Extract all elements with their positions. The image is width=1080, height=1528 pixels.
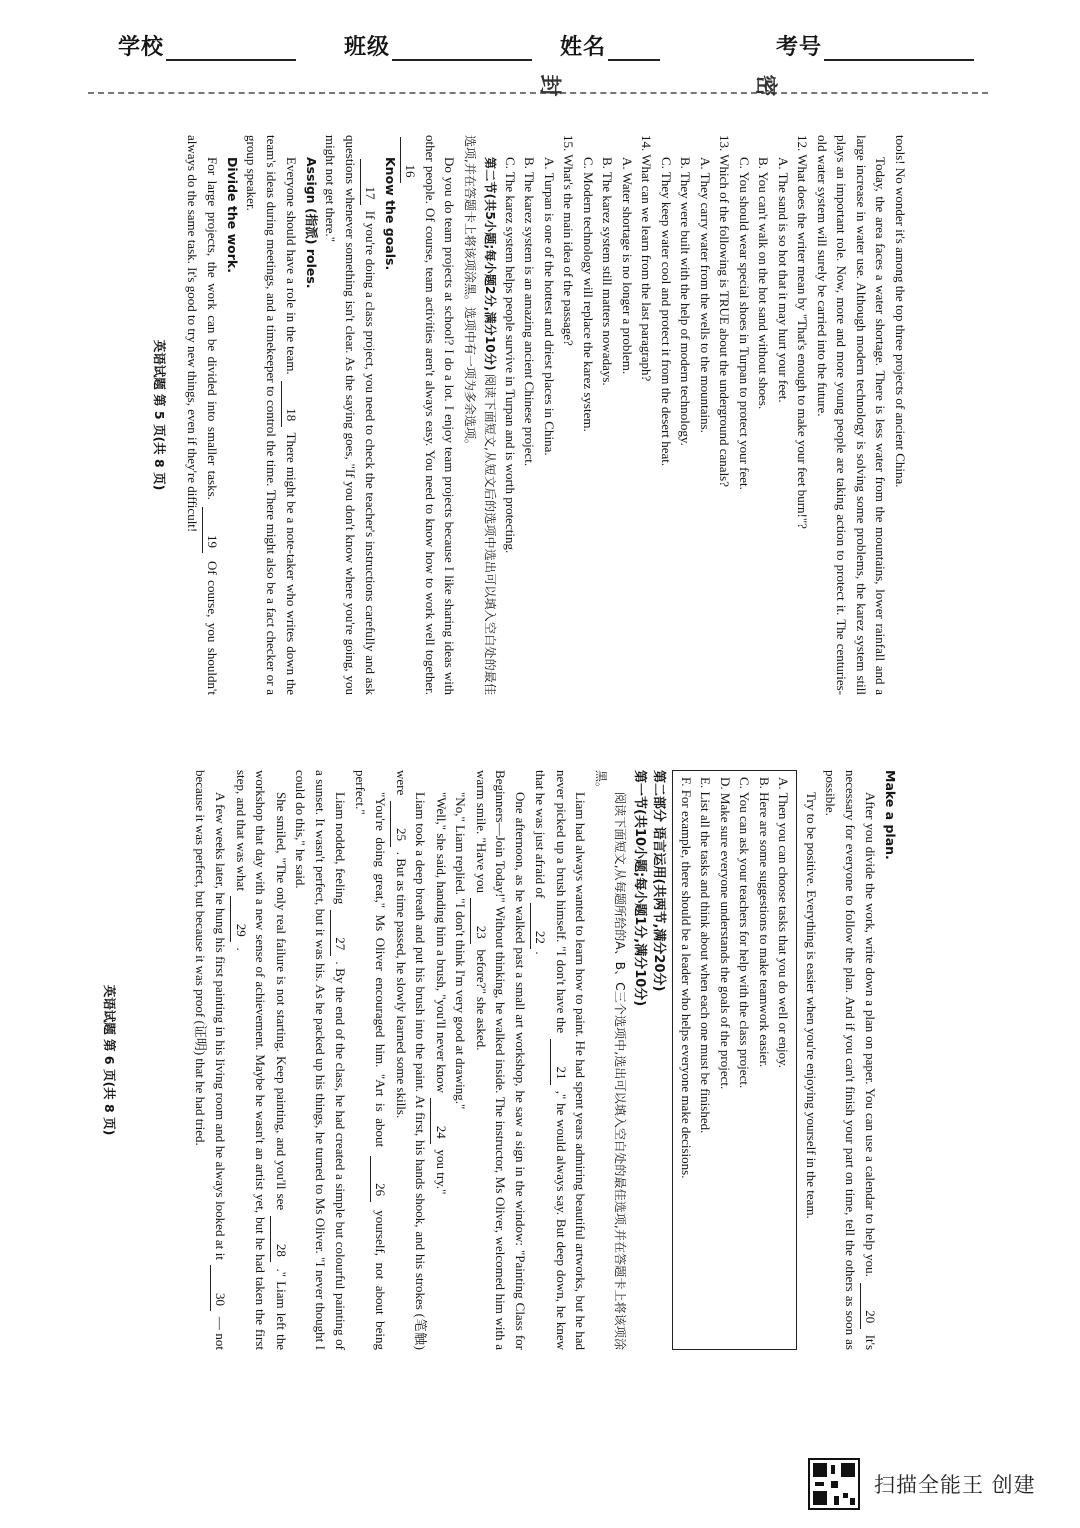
exam-no-label: 考号 bbox=[776, 35, 823, 60]
plan-text-a: After you divide the work, write down a plan on paper. You can use a calendar to help you. bbox=[863, 792, 879, 1277]
box-option-a: A. Then you can choose tasks that you do well or enjoy. bbox=[776, 777, 792, 1068]
story-p6-b: yourself, not about being perfect." bbox=[353, 770, 389, 1351]
box-option-f: F. For example, there should be a leader who helps everyone make decisions. bbox=[679, 777, 694, 1179]
q14-option-b: B. The karez system still matters nowadays. bbox=[600, 157, 616, 386]
box-option-d: D. Make sure everyone understands the goals of the project. bbox=[718, 777, 733, 1090]
blank-29: 29 bbox=[231, 896, 252, 942]
blank-24: 24 bbox=[431, 1098, 452, 1144]
subheading-roles: Assign (指派) roles. bbox=[304, 157, 319, 289]
section-1-title: 第一节(共10小题;每小题1分,满分10分) bbox=[632, 770, 647, 1007]
divide-text-a: For large projects, the work can be divided into smaller tasks. bbox=[205, 157, 221, 500]
passage-end: tools! No wonder it's among the top three projects of ancient China. bbox=[893, 135, 908, 488]
class-line bbox=[392, 37, 532, 61]
q13-option-b: B. They were built with the help of modern technology. bbox=[678, 157, 694, 446]
team-intro: Do you do team projects at school? I do a lot. I enjoy team projects because I like sharing ideas with other people. Of course, team activities aren't always easy. You need to know how to work well together. bbox=[423, 135, 458, 695]
blank-17: 17 bbox=[360, 159, 381, 205]
story-p2-b: before?" she asked. bbox=[474, 949, 489, 1051]
subheading-plan: Make a plan. bbox=[883, 770, 898, 860]
question-15: 15. What's the main idea of the passage? bbox=[561, 135, 577, 346]
q15-option-c: C. The karez system helps people survive in Turpan and is worth protecting. bbox=[503, 157, 518, 554]
seal-char-right: 密 bbox=[752, 74, 778, 97]
exam-no-line bbox=[824, 37, 974, 61]
roles-text-a: Everyone should have a role in the team. bbox=[284, 157, 300, 375]
box-option-b: B. Here are some suggestions to make teamwork easier. bbox=[757, 777, 772, 1068]
story-p5-a: Liam took a deep breath and put his brush into the paint. At first, his hands shook, and his strokes (笔触) were bbox=[394, 770, 429, 1350]
blank-26: 26 bbox=[370, 1156, 391, 1202]
class-label: 班级 bbox=[344, 35, 391, 60]
q13-option-c: C. They keep water cool and protect it from the desert heat. bbox=[659, 157, 674, 467]
q15-option-a: A. Turpan is one of the hottest and driest places in China. bbox=[542, 157, 557, 456]
story-p3: "No," Liam replied. "I don't think I'm very good at drawing." bbox=[453, 792, 469, 1110]
story-p7-a: Liam nodded, feeling bbox=[333, 792, 349, 905]
passage-last-paragraph: Today, the area faces a water shortage. There is less water from the mountains, lower rainfall and a large increase in water use. Although modern technology is solving some problems, the karez system still plays an important role. Now, more and more young people are taking action to protect it. The centuries-old water system will surely be carried into the future. bbox=[815, 135, 889, 695]
section-2-instructions: 阅读下面短文,从短文后的选项中选出可以填入空白处的最佳选项,并在答题卡上将该项涂黑。选项中有一项为多余选项。 bbox=[463, 135, 498, 695]
blank-23: 23 bbox=[471, 898, 492, 944]
part-2-title: 第二部分 语言运用(共两节,满分20分) bbox=[651, 770, 667, 992]
page-6-footer: 英语试题 第 6 页(共 8 页) bbox=[102, 984, 118, 1136]
divide-text-b: Of course, you shouldn't always do the same task. It's good to try new things, even if they're difficult! bbox=[185, 135, 221, 695]
blank-18: 18 bbox=[281, 381, 302, 427]
box-option-e: E. List all the tasks and think about when each one must be finished. bbox=[698, 777, 714, 1134]
box-option-c: C. You can ask your teachers for help with the class project. bbox=[737, 777, 753, 1089]
name-field bbox=[560, 30, 660, 61]
blank-22: 22 bbox=[530, 903, 551, 949]
seal-char-left: 封 bbox=[536, 74, 562, 97]
section-2-title: 第二节(共5小题;每小题2分,满分10分) bbox=[483, 157, 498, 371]
blank-20: 20 bbox=[860, 1283, 881, 1329]
blank-25: 25 bbox=[391, 801, 412, 847]
question-13: 13. Which of the following is TRUE about the underground canals? bbox=[717, 135, 733, 488]
exam-page-6: Make a plan. After you divide the work, write down a plan on paper. You can use a calendar to help you. 20 It's necessary for everyone to follow the plan. And if you can't finish your part on time, tell the others as soon as possible. Try to be positive. Everything is easier when you're enjoying yourself in the team. A. Then you can choose tasks that you do well or enjoy. B. Here are some suggestions to make teamwork easier. C. You can ask your teachers for help with the class project. D. Make sure everyone understands the goals of the project. E. List all the tasks and think about when each one must be finished. F. For example, there should be a leader who helps everyone make decisions. 第二部分 语言运用(共两节,满分20分) 第一节(共10小题;每小题1分,满分10分) 阅读下面短文,从每题所给的A、B、C三个选项中,选出可以填入空白处的最佳选项,并在答题卡上将该项涂黑。 Liam had always wanted to learn how to paint. He had spent years admiring beautiful artworks, but he had never picked up a brush himself. "I don't have the 21 ," he would always say. But deep down, he knew that he was just afraid of 22. One afternoon, as he walked past a small art workshop, he saw a sign in the window: "Painting Class for Beginners—Join Today!" Without thinking, he walked inside. The instructor, Ms Oliver, welcomed him with a warm smile. "Have you 23 before?" she asked. "No," Liam replied. "I don't think I'm very good at drawing." "Well," she said, handing him a brush, "you'll never know 24 you try." Liam took a deep breath and put his brush into the paint. At first, his hands shook, and his strokes (笔触) were 25 . But as time passed, he slowly learned some skills. "You're doing great," Ms Oliver encouraged him. "Art is about 26 yourself, not about being perfect." Liam nodded, feeling 27 . By the end of the class, he had created a simple but colourful painting of a sunset. It wasn't perfect, but it was his. As he packed up his things, he turned to Ms Oliver. "I never thought I could do this," he said. She smiled, "The only real failure is not starting. Keep painting, and you'll see 28 ." Liam left the workshop that day with a new sense of achievement. Maybe he wasn't an artist yet, but he had taken the first step, and that was what 29 . A few weeks later, he hung his first painting in his living room and he always looked at it 30 — not because it was perfect, but because it was proof (证明) that he had tried. 英语试题 第 6 页(共 8 页) bbox=[100, 770, 900, 1350]
story-p4-a: "Well," she said, handing him a brush, "you'll never know bbox=[434, 792, 449, 1093]
story-p8-a: She smiled, "The only real failure is not starting. Keep painting, and you'll see bbox=[274, 792, 289, 1211]
scanner-watermark bbox=[808, 1458, 1036, 1510]
scanner-credit: 扫描全能王 创建 bbox=[874, 1473, 1036, 1497]
story-p7-b: . By the end of the class, he had created a simple but colourful painting of a sunset. It wasn't perfect, but it was his. As he packed up his things, he turned to Ms Oliver. "I never thought I could do this," he said. bbox=[293, 770, 349, 1350]
story-p5-b: . But as time passed, he slowly learned some skills. bbox=[394, 851, 409, 1119]
school-line bbox=[166, 37, 296, 61]
story-p1-b: ," he would always say. But deep down, he knew that he was just afraid of bbox=[533, 770, 569, 1351]
q12-option-a: A. The sand is so hot that it may hurt your feet. bbox=[776, 157, 791, 403]
q14-option-c: C. Modern technology will replace the karez system. bbox=[581, 157, 596, 432]
exam-page-5 bbox=[150, 135, 910, 695]
q15-option-b: B. The karez system is an amazing ancient Chinese project. bbox=[522, 157, 538, 467]
exam-no-field bbox=[776, 30, 974, 61]
blank-28: 28 bbox=[271, 1216, 292, 1262]
story-p6-a: "You're doing great," Ms Oliver encouraged him. "Art is about bbox=[373, 792, 389, 1148]
story-p1-a: Liam had always wanted to learn how to paint. He had spent years admiring beautiful artworks, but he had never picked up a brush himself. "I don't have the bbox=[554, 770, 589, 1350]
options-box bbox=[673, 770, 798, 1350]
story-p8-c: . bbox=[234, 947, 249, 951]
goals-paragraph: If you're doing a class project, you need to check the teacher's instructions carefully and ask questions whenever something isn't clear. As the saying goes, "If you don't know where you're going, you might not get there." bbox=[323, 135, 379, 695]
plan-text-b: It's necessary for everyone to follow the plan. And if you can't finish your part on time, tell the others as soon as possible. bbox=[823, 770, 879, 1351]
page-5-footer: 英语试题 第 5 页(共 8 页) bbox=[152, 339, 168, 491]
story-p9-a: A few weeks later, he hung his first painting in his living room and he always looked at it bbox=[213, 792, 229, 1260]
name-line bbox=[608, 37, 660, 61]
q14-option-a: A. Water shortage is no longer a problem. bbox=[620, 157, 635, 375]
positive-paragraph: Try to be positive. Everything is easier when you're enjoying yourself in the team. bbox=[804, 792, 819, 1219]
subheading-divide: Divide the work. bbox=[225, 157, 240, 273]
blank-19: 19 bbox=[202, 507, 223, 553]
class-field bbox=[344, 30, 532, 61]
story-p4-b: you try." bbox=[434, 1149, 449, 1195]
story-p2-a: One afternoon, as he walked past a small art workshop, he saw a sign in the window: "Painting Class for Beginners—Join Today!" Without thinking, he walked inside. The instructor, Ms Oliver, welcomed him with a warm smile. "Have you bbox=[474, 770, 528, 1350]
name-label: 姓名 bbox=[560, 35, 607, 60]
blank-27: 27 bbox=[330, 910, 351, 956]
q12-option-b: B. You can't walk on the hot sand without shoes. bbox=[756, 157, 772, 410]
blank-16: 16 bbox=[400, 137, 421, 183]
school-label: 学校 bbox=[118, 35, 165, 60]
school-field bbox=[118, 30, 296, 61]
q13-option-a: A. They carry water from the wells to the mountains. bbox=[698, 157, 713, 433]
story-p8-b: ." Liam left the workshop that day with a new sense of achievement. Maybe he wasn't an artist yet, but he had taken the first step, and that was what bbox=[234, 770, 289, 1351]
question-14: 14. What can we learn from the last paragraph? bbox=[639, 135, 655, 382]
subheading-goals: Know the goals. bbox=[383, 157, 398, 271]
roles-text-b: There might be a note-taker who writes down the team's ideas during meetings, and a timekeeper to control the time. There might also be a fact checker or a group speaker. bbox=[244, 135, 300, 696]
qr-code-icon bbox=[808, 1458, 860, 1510]
blank-30: 30 bbox=[210, 1265, 231, 1311]
blank-21: 21 bbox=[551, 1039, 572, 1085]
story-p9-b: — not because it was perfect, but because it was proof (证明) that he had tried. bbox=[193, 770, 229, 1350]
q12-option-c: C. You should wear special shoes in Turpan to protect your feet. bbox=[737, 157, 752, 490]
section-1-instructions: 阅读下面短文,从每题所给的A、B、C三个选项中,选出可以填入空白处的最佳选项,并在答题卡上将该项涂黑。 bbox=[594, 770, 628, 1350]
question-12: 12. What does the writer mean by "That's enough to make your feet burn!"? bbox=[795, 135, 811, 529]
